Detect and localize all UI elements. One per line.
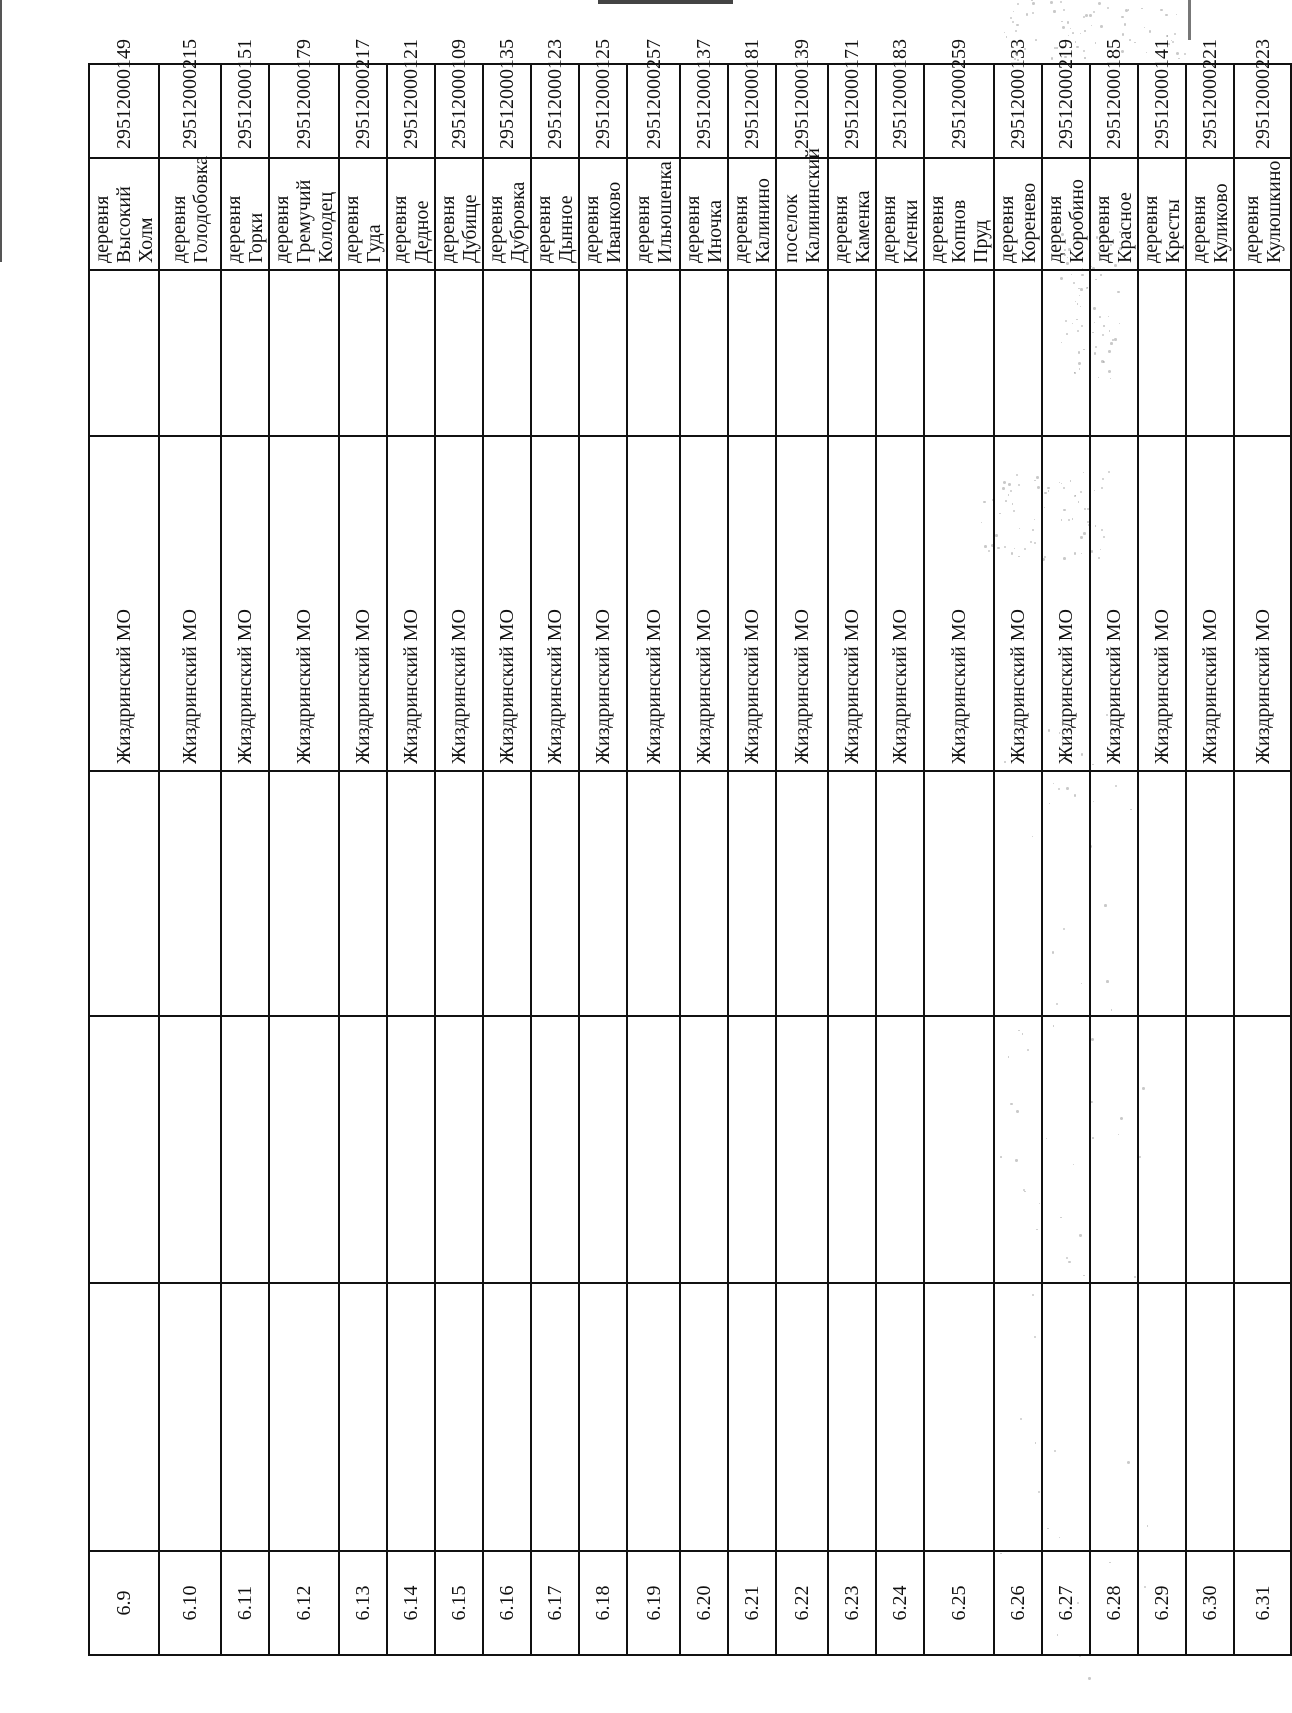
oktmo-code-cell: 29512000135 bbox=[483, 64, 531, 158]
row-number-cell: 6.31 bbox=[1234, 1551, 1291, 1655]
oktmo-code-cell: 29512000219 bbox=[1042, 64, 1090, 158]
empty-cell bbox=[728, 1283, 776, 1551]
scan-speck bbox=[1095, 42, 1097, 44]
scan-speck bbox=[1084, 30, 1085, 31]
empty-cell bbox=[924, 1283, 994, 1551]
scan-speck bbox=[1053, 10, 1055, 12]
settlement-name-cell: деревня Коренево bbox=[994, 158, 1042, 270]
scan-speck bbox=[1016, 24, 1018, 26]
municipality-cell: Жиздринский МО bbox=[1186, 436, 1234, 771]
empty-cell bbox=[435, 270, 483, 436]
table-row bbox=[159, 64, 221, 1655]
empty-cell bbox=[1234, 270, 1291, 436]
municipality-cell: Жиздринский МО bbox=[680, 436, 728, 771]
table-row bbox=[776, 64, 828, 1655]
empty-cell bbox=[1186, 1283, 1234, 1551]
empty-cell bbox=[680, 1283, 728, 1551]
oktmo-code-cell: 29512000259 bbox=[924, 64, 994, 158]
row-number-cell: 6.18 bbox=[579, 1551, 627, 1655]
row-number-cell: 6.25 bbox=[924, 1551, 994, 1655]
empty-cell bbox=[1186, 270, 1234, 436]
oktmo-code-cell: 29512000149 bbox=[89, 64, 159, 158]
row-number-cell: 6.24 bbox=[876, 1551, 924, 1655]
oktmo-code-cell: 29512000183 bbox=[876, 64, 924, 158]
empty-cell bbox=[435, 1016, 483, 1283]
empty-cell bbox=[159, 1283, 221, 1551]
scan-speck bbox=[1146, 52, 1148, 54]
empty-cell bbox=[1042, 1016, 1090, 1283]
oktmo-code-cell: 29512000137 bbox=[680, 64, 728, 158]
empty-cell bbox=[680, 771, 728, 1016]
settlement-name-cell: поселок Калининский bbox=[776, 158, 828, 270]
scan-speck bbox=[1122, 33, 1124, 35]
oktmo-code-cell: 29512000109 bbox=[435, 64, 483, 158]
empty-cell bbox=[269, 1283, 339, 1551]
empty-cell bbox=[828, 270, 876, 436]
settlement-name-cell: деревня Кресты bbox=[1138, 158, 1186, 270]
scan-speck bbox=[1088, 1677, 1090, 1679]
empty-cell bbox=[579, 1016, 627, 1283]
empty-cell bbox=[924, 771, 994, 1016]
municipality-cell: Жиздринский МО bbox=[483, 436, 531, 771]
table-row bbox=[387, 64, 435, 1655]
empty-cell bbox=[1234, 771, 1291, 1016]
scan-speck bbox=[1178, 58, 1179, 59]
row-number-cell: 6.22 bbox=[776, 1551, 828, 1655]
row-number-cell: 6.21 bbox=[728, 1551, 776, 1655]
scan-speck bbox=[1141, 8, 1142, 9]
empty-cell bbox=[531, 1016, 579, 1283]
municipality-cell: Жиздринский МО bbox=[159, 436, 221, 771]
settlements-table bbox=[88, 39, 1292, 1656]
scan-speck bbox=[1184, 53, 1186, 55]
scan-edge-mark-left bbox=[0, 0, 2, 262]
scan-speck bbox=[1015, 30, 1017, 32]
empty-cell bbox=[627, 270, 680, 436]
scan-speck bbox=[1089, 14, 1092, 17]
row-number-cell: 6.20 bbox=[680, 1551, 728, 1655]
table-row bbox=[924, 64, 994, 1655]
table-row bbox=[435, 64, 483, 1655]
empty-cell bbox=[435, 1283, 483, 1551]
scan-speck bbox=[1004, 32, 1005, 33]
empty-cell bbox=[627, 1283, 680, 1551]
settlement-name-cell: деревня Дынное bbox=[531, 158, 579, 270]
table-row bbox=[1090, 64, 1138, 1655]
empty-cell bbox=[89, 270, 159, 436]
scan-speck bbox=[1068, 35, 1069, 36]
empty-cell bbox=[994, 1016, 1042, 1283]
scan-speck bbox=[1125, 9, 1128, 12]
empty-cell bbox=[680, 1016, 728, 1283]
empty-cell bbox=[89, 1016, 159, 1283]
municipality-cell: Жиздринский МО bbox=[269, 436, 339, 771]
municipality-cell: Жиздринский МО bbox=[994, 436, 1042, 771]
scan-speck bbox=[1107, 7, 1109, 9]
row-number-cell: 6.10 bbox=[159, 1551, 221, 1655]
empty-cell bbox=[876, 1016, 924, 1283]
municipality-cell: Жиздринский МО bbox=[876, 436, 924, 771]
empty-cell bbox=[387, 771, 435, 1016]
row-number-cell: 6.28 bbox=[1090, 1551, 1138, 1655]
empty-cell bbox=[776, 1016, 828, 1283]
empty-cell bbox=[728, 270, 776, 436]
scan-speck bbox=[1176, 14, 1177, 15]
scan-speck bbox=[1050, 1, 1053, 4]
oktmo-code-cell: 29512000139 bbox=[776, 64, 828, 158]
empty-cell bbox=[483, 1283, 531, 1551]
scan-speck bbox=[1091, 25, 1092, 26]
empty-cell bbox=[828, 1016, 876, 1283]
empty-cell bbox=[776, 1283, 828, 1551]
municipality-cell: Жиздринский МО bbox=[89, 436, 159, 771]
scan-speck bbox=[1134, 42, 1135, 43]
empty-cell bbox=[924, 270, 994, 436]
empty-cell bbox=[483, 1016, 531, 1283]
scan-speck bbox=[1032, 12, 1034, 14]
empty-cell bbox=[89, 771, 159, 1016]
scan-speck bbox=[1017, 3, 1019, 5]
settlement-name-cell: деревня Коробино bbox=[1042, 158, 1090, 270]
row-number-cell: 6.9 bbox=[89, 1551, 159, 1655]
scan-edge-mark-right bbox=[1188, 0, 1191, 40]
empty-cell bbox=[269, 1016, 339, 1283]
scan-speck bbox=[1124, 23, 1126, 25]
municipality-cell: Жиздринский МО bbox=[1042, 436, 1090, 771]
municipality-cell: Жиздринский МО bbox=[627, 436, 680, 771]
settlement-name-cell: деревня Куликово bbox=[1186, 158, 1234, 270]
settlement-name-cell: деревня Гремучий Колодец bbox=[269, 158, 339, 270]
scan-speck bbox=[1035, 39, 1037, 41]
empty-cell bbox=[1090, 1283, 1138, 1551]
table-row bbox=[269, 64, 339, 1655]
scan-speck bbox=[1072, 32, 1074, 34]
settlement-name-cell: деревня Иночка bbox=[680, 158, 728, 270]
oktmo-code-cell: 29512000141 bbox=[1138, 64, 1186, 158]
scan-speck bbox=[1080, 33, 1081, 34]
municipality-cell: Жиздринский МО bbox=[924, 436, 994, 771]
table-row bbox=[876, 64, 924, 1655]
empty-cell bbox=[728, 771, 776, 1016]
empty-cell bbox=[1138, 1016, 1186, 1283]
scan-speck bbox=[1144, 27, 1145, 28]
oktmo-code-cell: 29512000123 bbox=[531, 64, 579, 158]
empty-cell bbox=[339, 1283, 387, 1551]
scan-speck bbox=[1062, 26, 1065, 29]
empty-cell bbox=[924, 1016, 994, 1283]
municipality-cell: Жиздринский МО bbox=[1138, 436, 1186, 771]
empty-cell bbox=[89, 1283, 159, 1551]
empty-cell bbox=[994, 771, 1042, 1016]
oktmo-code-cell: 29512000125 bbox=[579, 64, 627, 158]
row-number-cell: 6.12 bbox=[269, 1551, 339, 1655]
scan-speck bbox=[1083, 50, 1085, 52]
empty-cell bbox=[435, 771, 483, 1016]
settlement-name-cell: деревня Кулюшкино bbox=[1234, 158, 1291, 270]
empty-cell bbox=[579, 771, 627, 1016]
empty-cell bbox=[1234, 1016, 1291, 1283]
empty-cell bbox=[1042, 270, 1090, 436]
oktmo-code-cell: 29512000257 bbox=[627, 64, 680, 158]
empty-cell bbox=[339, 1016, 387, 1283]
settlement-name-cell: деревня Каменка bbox=[828, 158, 876, 270]
row-number-cell: 6.15 bbox=[435, 1551, 483, 1655]
empty-cell bbox=[269, 270, 339, 436]
oktmo-code-cell: 29512000221 bbox=[1186, 64, 1234, 158]
municipality-cell: Жиздринский МО bbox=[387, 436, 435, 771]
scan-speck bbox=[1085, 14, 1088, 17]
table-row bbox=[1186, 64, 1234, 1655]
row-number-cell: 6.30 bbox=[1186, 1551, 1234, 1655]
empty-cell bbox=[221, 1016, 269, 1283]
empty-cell bbox=[531, 270, 579, 436]
empty-cell bbox=[1090, 270, 1138, 436]
empty-cell bbox=[1138, 771, 1186, 1016]
empty-cell bbox=[1090, 1016, 1138, 1283]
table-frame bbox=[88, 39, 1285, 1656]
empty-cell bbox=[728, 1016, 776, 1283]
scan-speck bbox=[1013, 11, 1014, 12]
table-row bbox=[828, 64, 876, 1655]
scan-speck bbox=[1093, 11, 1095, 13]
scan-speck bbox=[1174, 33, 1177, 36]
oktmo-code-cell: 29512000223 bbox=[1234, 64, 1291, 158]
scan-speck bbox=[1010, 17, 1012, 19]
scan-speck bbox=[1121, 16, 1123, 18]
table-row bbox=[627, 64, 680, 1655]
empty-cell bbox=[221, 270, 269, 436]
scan-speck bbox=[1084, 57, 1085, 58]
oktmo-code-cell: 29512000121 bbox=[387, 64, 435, 158]
oktmo-code-cell: 29512000171 bbox=[828, 64, 876, 158]
row-number-cell: 6.19 bbox=[627, 1551, 680, 1655]
municipality-cell: Жиздринский МО bbox=[1090, 436, 1138, 771]
empty-cell bbox=[159, 1016, 221, 1283]
table-row bbox=[89, 64, 159, 1655]
empty-cell bbox=[876, 270, 924, 436]
municipality-cell: Жиздринский МО bbox=[1234, 436, 1291, 771]
empty-cell bbox=[1186, 1016, 1234, 1283]
oktmo-code-cell: 29512000217 bbox=[339, 64, 387, 158]
empty-cell bbox=[876, 1283, 924, 1551]
rotated-table-container bbox=[88, 39, 1285, 1656]
oktmo-code-cell: 29512000215 bbox=[159, 64, 221, 158]
municipality-cell: Жиздринский МО bbox=[339, 436, 387, 771]
empty-cell bbox=[1042, 1283, 1090, 1551]
scan-speck bbox=[1067, 21, 1070, 24]
table-row bbox=[221, 64, 269, 1655]
scan-speck bbox=[1060, 1, 1062, 3]
settlement-name-cell: деревня Дубровка bbox=[483, 158, 531, 270]
settlement-name-cell: деревня Красное bbox=[1090, 158, 1138, 270]
table-row bbox=[728, 64, 776, 1655]
empty-cell bbox=[1138, 270, 1186, 436]
empty-cell bbox=[269, 771, 339, 1016]
oktmo-code-cell: 29512000133 bbox=[994, 64, 1042, 158]
empty-cell bbox=[627, 771, 680, 1016]
row-number-cell: 6.16 bbox=[483, 1551, 531, 1655]
settlement-name-cell: деревня Гуда bbox=[339, 158, 387, 270]
scan-speck bbox=[1098, 2, 1101, 5]
settlement-name-cell: деревня Ильюшенка bbox=[627, 158, 680, 270]
row-number-cell: 6.26 bbox=[994, 1551, 1042, 1655]
empty-cell bbox=[680, 270, 728, 436]
empty-cell bbox=[994, 1283, 1042, 1551]
scan-speck bbox=[1176, 52, 1179, 55]
empty-cell bbox=[776, 771, 828, 1016]
row-number-cell: 6.29 bbox=[1138, 1551, 1186, 1655]
settlement-name-cell: деревня Голодобовка bbox=[159, 158, 221, 270]
table-row bbox=[1138, 64, 1186, 1655]
settlement-name-cell: деревня Калинино bbox=[728, 158, 776, 270]
empty-cell bbox=[531, 1283, 579, 1551]
scan-speck bbox=[1063, 9, 1065, 11]
table-row bbox=[531, 64, 579, 1655]
scan-speck bbox=[1051, 57, 1053, 59]
empty-cell bbox=[483, 771, 531, 1016]
settlement-name-cell: деревня Иванково bbox=[579, 158, 627, 270]
row-number-cell: 6.13 bbox=[339, 1551, 387, 1655]
scan-edge-mark-top bbox=[598, 0, 733, 4]
empty-cell bbox=[531, 771, 579, 1016]
scan-speck bbox=[1061, 21, 1062, 22]
settlement-name-cell: деревня Дубище bbox=[435, 158, 483, 270]
empty-cell bbox=[828, 1283, 876, 1551]
empty-cell bbox=[221, 1283, 269, 1551]
scan-speck bbox=[1100, 25, 1103, 28]
oktmo-code-cell: 29512000151 bbox=[221, 64, 269, 158]
table-row bbox=[1042, 64, 1090, 1655]
table-row bbox=[579, 64, 627, 1655]
municipality-cell: Жиздринский МО bbox=[828, 436, 876, 771]
scan-speck bbox=[1149, 30, 1152, 33]
scan-speck bbox=[1026, 13, 1028, 15]
empty-cell bbox=[1138, 1283, 1186, 1551]
scan-speck bbox=[1070, 28, 1071, 29]
row-number-cell: 6.17 bbox=[531, 1551, 579, 1655]
scan-speck bbox=[1012, 21, 1014, 23]
empty-cell bbox=[221, 771, 269, 1016]
empty-cell bbox=[627, 1016, 680, 1283]
municipality-cell: Жиздринский МО bbox=[579, 436, 627, 771]
empty-cell bbox=[579, 1283, 627, 1551]
table-row bbox=[339, 64, 387, 1655]
scan-speck bbox=[1160, 9, 1163, 12]
empty-cell bbox=[339, 771, 387, 1016]
empty-cell bbox=[876, 771, 924, 1016]
empty-cell bbox=[776, 270, 828, 436]
oktmo-code-cell: 29512000185 bbox=[1090, 64, 1138, 158]
scan-speck bbox=[1165, 14, 1167, 16]
municipality-cell: Жиздринский МО bbox=[776, 436, 828, 771]
table-row bbox=[1234, 64, 1291, 1655]
municipality-cell: Жиздринский МО bbox=[435, 436, 483, 771]
scan-speck bbox=[1166, 35, 1168, 37]
empty-cell bbox=[387, 1016, 435, 1283]
scan-speck bbox=[1032, 2, 1035, 5]
empty-cell bbox=[159, 270, 221, 436]
scan-speck bbox=[1031, 0, 1032, 1]
settlement-name-cell: деревня Дедное bbox=[387, 158, 435, 270]
table-row bbox=[680, 64, 728, 1655]
settlement-name-cell: деревня Высокий Холм bbox=[89, 158, 159, 270]
empty-cell bbox=[1042, 771, 1090, 1016]
scan-speck bbox=[1006, 36, 1008, 38]
empty-cell bbox=[159, 771, 221, 1016]
oktmo-code-cell: 29512000179 bbox=[269, 64, 339, 158]
oktmo-code-cell: 29512000181 bbox=[728, 64, 776, 158]
table-body bbox=[89, 39, 1291, 1655]
settlement-name-cell: деревня Копнов Пруд bbox=[924, 158, 994, 270]
scan-speck bbox=[1129, 39, 1131, 41]
empty-cell bbox=[579, 270, 627, 436]
settlement-name-cell: деревня Горки bbox=[221, 158, 269, 270]
municipality-cell: Жиздринский МО bbox=[531, 436, 579, 771]
empty-cell bbox=[1234, 1283, 1291, 1551]
empty-cell bbox=[994, 270, 1042, 436]
empty-cell bbox=[339, 270, 387, 436]
empty-cell bbox=[1186, 771, 1234, 1016]
row-number-cell: 6.11 bbox=[221, 1551, 269, 1655]
table-row bbox=[994, 64, 1042, 1655]
empty-cell bbox=[387, 1283, 435, 1551]
row-number-cell: 6.23 bbox=[828, 1551, 876, 1655]
municipality-cell: Жиздринский МО bbox=[221, 436, 269, 771]
empty-cell bbox=[828, 771, 876, 1016]
empty-cell bbox=[483, 270, 531, 436]
empty-cell bbox=[1090, 771, 1138, 1016]
row-number-cell: 6.14 bbox=[387, 1551, 435, 1655]
table-row bbox=[483, 64, 531, 1655]
empty-cell bbox=[387, 270, 435, 436]
municipality-cell: Жиздринский МО bbox=[728, 436, 776, 771]
row-number-cell: 6.27 bbox=[1042, 1551, 1090, 1655]
settlement-name-cell: деревня Кленки bbox=[876, 158, 924, 270]
